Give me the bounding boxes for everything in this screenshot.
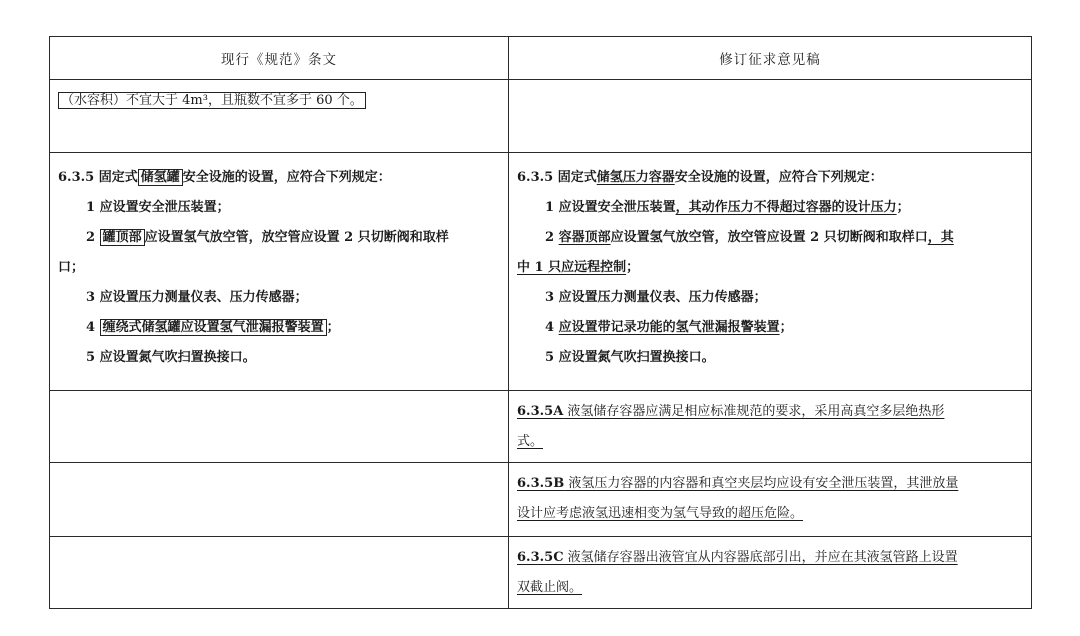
header-row [50, 37, 1032, 80]
cell-current [50, 463, 509, 537]
list-item: 5 应设置氮气吹扫置换接口。 [86, 350, 256, 365]
list-item: 4 缠绕式储氢罐应设置氢气泄漏报警装置 ； [86, 320, 340, 335]
table-row [50, 80, 1032, 153]
list-item: 4 应设置带记录功能的氢气泄漏报警装置； [545, 320, 793, 335]
cell-current [50, 391, 509, 463]
cell-current [50, 537, 509, 609]
table-row [50, 391, 1032, 463]
list-item-continuation: 口； [58, 260, 85, 275]
list-item: 3 应设置压力测量仪表、压力传感器； [86, 290, 308, 305]
table-row [50, 153, 1032, 391]
header-revision-draft: 修订征求意见稿 [509, 37, 1032, 80]
cell-revision [509, 391, 1032, 463]
table-row [50, 537, 1032, 609]
clause-paragraph: 6.3.5C 液氢储存容器出液管宜从内容器底部引出，并应在其液氢管路上设置 双截止阀。 [517, 550, 958, 595]
comparison-table [49, 36, 1032, 609]
list-item: 3 应设置压力测量仪表、压力传感器； [545, 290, 767, 305]
list-item: 1 应设置安全泄压装置； [86, 200, 230, 215]
clause-title: 6.3.5 固定式储氢压力容器安全设施的设置，应符合下列规定： [517, 170, 883, 185]
cell-revision [509, 80, 1032, 153]
table-row [50, 463, 1032, 537]
cell-revision [509, 463, 1032, 537]
header-current-text: 现行《规范》条文 [50, 37, 509, 80]
list-item: 2 罐顶部 应设置氢气放空管，放空管应设置 2 只切断阀和取样 [86, 230, 449, 245]
cell-revision [509, 153, 1032, 391]
list-item-continuation: 中 1 只应远程控制； [517, 260, 640, 275]
clause-paragraph: 6.3.5B 液氢压力容器的内容器和真空夹层均应设有安全泄压装置，其泄放量 设计应考虑液氢迅速相变为氢气导致的超压危险。 [517, 476, 959, 521]
clause-title: 6.3.5 固定式 储氢罐 安全设施的设置，应符合下列规定： [58, 170, 391, 185]
cell-current [50, 153, 509, 391]
cell-revision [509, 537, 1032, 609]
clause-paragraph: 6.3.5A 液氢储存容器应满足相应标准规范的要求，采用高真空多层绝热形 式。 [517, 404, 945, 449]
list-item: 5 应设置氮气吹扫置换接口。 [545, 350, 715, 365]
cell-current [50, 80, 509, 153]
boxed-text: （水容积）不宜大于 4m³，且瓶数不宜多于 60 个。 [58, 92, 366, 109]
list-item: 1 应设置安全泄压装置，其动作压力不得超过容器的设计压力； [545, 200, 910, 215]
list-item: 2 容器顶部应设置氢气放空管，放空管应设置 2 只切断阀和取样口，其 [545, 230, 954, 245]
